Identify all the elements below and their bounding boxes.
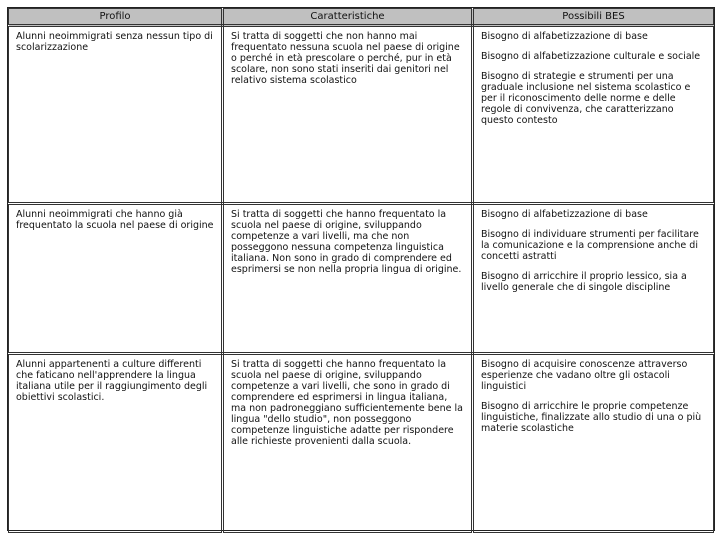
bes-need: Bisogno di arricchire il proprio lessico, sia a livello generale che di singole discipline <box>481 271 687 293</box>
characteristics-cell: Si tratta di soggetti che hanno frequentato la scuola nel paese di origine, sviluppando competenze a vari livelli, ma che non posseggono nessuna competenza linguistica italiana. Non sono in grado di comprendere ed esprimersi se non nella propria lingua di origine. <box>223 204 473 354</box>
header-profilo: Profilo <box>9 9 223 26</box>
bes-need: Bisogno di alfabetizzazione culturale e sociale <box>481 51 701 62</box>
bes-cell <box>473 204 714 354</box>
bes-need: Bisogno di strategie e strumenti per una graduale inclusione nel sistema scolastico e per il riconoscimento delle norme e delle regole di convivenza, che caratterizzano questo contesto <box>481 71 691 126</box>
table-row <box>9 354 714 533</box>
profile-cell: Alunni neoimmigrati senza nessun tipo di scolarizzazione <box>9 26 223 204</box>
header-caratteristiche: Caratteristiche <box>223 9 473 26</box>
bes-table <box>8 8 714 533</box>
bes-cell <box>473 26 714 204</box>
bes-cell <box>473 354 714 533</box>
profile-cell: Alunni neoimmigrati che hanno già frequentato la scuola nel paese di origine <box>9 204 223 354</box>
bes-need: Bisogno di individuare strumenti per facilitare la comunicazione e la comprensione anche di concetti astratti <box>481 229 699 262</box>
bes-need: Bisogno di alfabetizzazione di base <box>481 31 648 42</box>
characteristics-cell: Si tratta di soggetti che non hanno mai frequentato nessuna scuola nel paese di origine o perché in età prescolare o perché, pur in età scolare, non sono stati inseriti dai genitori nel relativo sistema scolastico <box>223 26 473 204</box>
bes-need: Bisogno di alfabetizzazione di base <box>481 209 648 220</box>
header-possibili-bes: Possibili BES <box>473 9 714 26</box>
profile-cell: Alunni appartenenti a culture differenti che faticano nell'apprendere la lingua italiana utile per il raggiungimento degli obiettivi scolastici. <box>9 354 223 533</box>
bes-table-page <box>7 7 715 531</box>
bes-need: Bisogno di acquisire conoscenze attraverso esperienze che vadano oltre gli ostacoli linguistici <box>481 359 688 392</box>
table-row <box>9 26 714 204</box>
bes-need: Bisogno di arricchire le proprie competenze linguistiche, finalizzate allo studio di una o più materie scolastiche <box>481 401 702 434</box>
header-row <box>9 9 714 26</box>
characteristics-cell: Si tratta di soggetti che hanno frequentato la scuola nel paese di origine, sviluppando competenze a vari livelli, che sono in grado di comprendere ed esprimersi in lingua italiana, ma non padroneggiano sufficientemente bene la lingua "dello studio", non posseggono competenze linguistiche adatte per rispondere alle richieste provenienti dalla scuola. <box>223 354 473 533</box>
table-row <box>9 204 714 354</box>
